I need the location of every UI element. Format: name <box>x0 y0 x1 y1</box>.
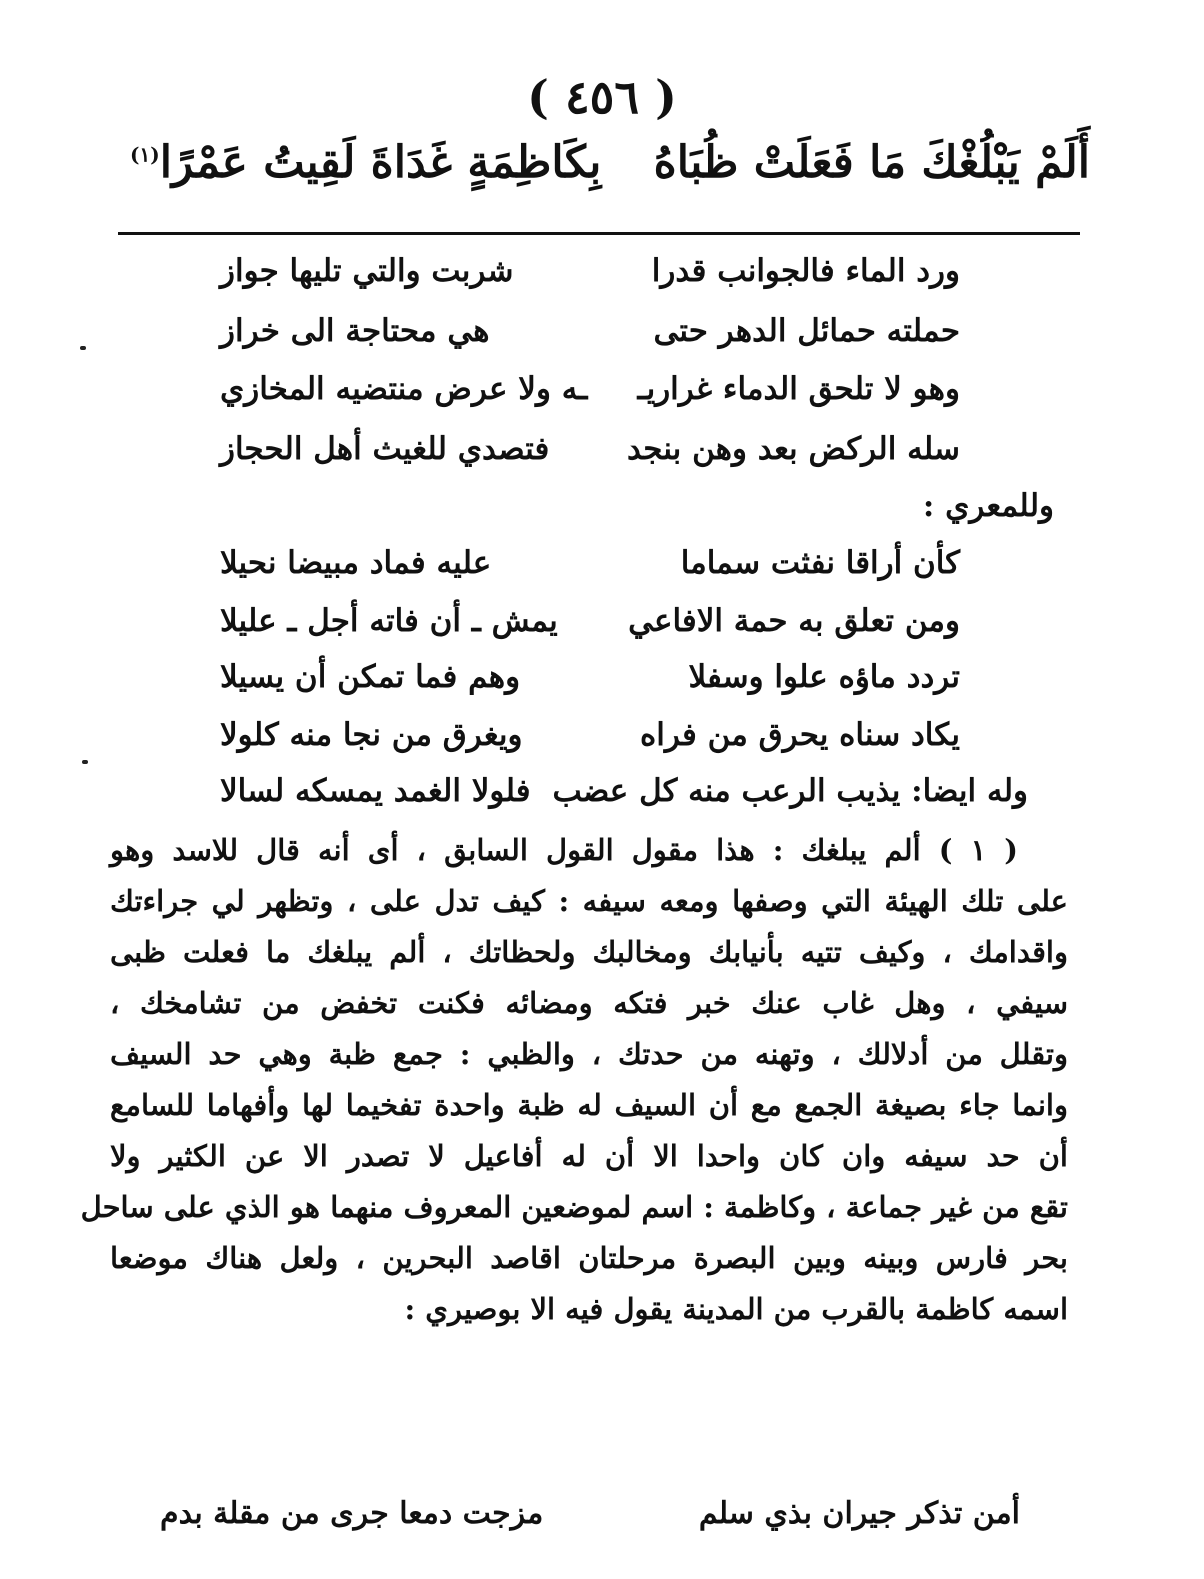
verse-line <box>220 650 960 704</box>
page-number: ( ٤٥٦ ) <box>527 70 677 124</box>
verse-left-hemistich: فتصدي للغيث أهل الحجاز <box>220 431 550 467</box>
footnote-line: وانما جاء بصيغة الجمع مع أن السيف له ظبة واحدة تفخيما لها وأفهاما للسامع <box>110 1088 1068 1122</box>
verse-line <box>220 708 960 762</box>
verse-right-hemistich: سله الركض بعد وهن بنجد <box>627 431 960 467</box>
footnote-line: سيفي ، وهل غاب عنك خبر فتكه ومضائه فكنت تخفض من تشامخك ، <box>110 986 1068 1020</box>
header-rule <box>118 232 1080 235</box>
poet-label-almaarri: وللمعري : <box>922 488 1054 524</box>
verse-left-hemistich: ـه ولا عرض منتضيه المخازي <box>220 371 588 407</box>
verse-line <box>220 594 960 648</box>
verse-left-hemistich: شربت والتي تليها جواز <box>220 253 514 289</box>
verse-right-hemistich: ومن تعلق به حمة الافاعي <box>628 603 960 639</box>
verse-right-hemistich: كأن أراقا نفثت سماما <box>680 545 960 581</box>
header-verse <box>130 132 1090 192</box>
header-verse-left-hemistich <box>130 137 601 188</box>
verse-left-hemistich: مزجت دمعا جرى من مقلة بدم <box>160 1495 544 1531</box>
footnote-line: واقدامك ، وكيف تتيه بأنيابك ومخالبك ولحظاتك ، ألم يبلغك ما فعلت ظبى <box>110 935 1068 969</box>
footnote-mark: (١) <box>130 141 160 166</box>
verse-right-hemistich: وهو لا تلحق الدماء غراريـ <box>637 371 960 407</box>
verse-left-hemistich: ويغرق من نجا منه كلولا <box>220 717 523 753</box>
verse-left-hemistich: عليه فماد مبيضا نحيلا <box>220 545 492 581</box>
footnote-line: وتقلل من أدلالك ، وتهنه من حدتك ، والظبي : جمع ظبة وهي حد السيف <box>110 1037 1068 1071</box>
verse-line <box>220 362 960 416</box>
verse-left-hemistich: هي محتاجة الى خراز <box>220 313 490 349</box>
verse-left-hemistich: فلولا الغمد يمسكه لسالا <box>220 773 531 809</box>
footnote-line: على تلك الهيئة التي وصفها ومعه سيفه : كيف تدل على ، وتظهر لي جراءتك <box>110 884 1068 918</box>
scan-speck <box>80 346 86 350</box>
footnote-line: اسمه كاظمة بالقرب من المدينة يقول فيه الا بوصيري : <box>404 1292 1068 1326</box>
verse-right-hemistich: أمن تذكر جيران بذي سلم <box>698 1495 1020 1531</box>
verse-left-hemistich: وهم فما تمكن أن يسيلا <box>220 659 521 695</box>
scan-speck <box>82 760 88 764</box>
verse-left-hemistich: يمش ـ أن فاته أجل ـ عليلا <box>220 603 558 639</box>
header-verse-left-text: بِكَاظِمَةٍ غَدَاةَ لَقِيتُ عَمْرًا <box>159 136 602 188</box>
verse-right-hemistich: حملته حمائل الدهر حتى <box>653 313 960 349</box>
footnote-line: ( ١ ) ألم يبلغك : هذا مقول القول السابق ، أى أنه قال للاسد وهو <box>110 833 1018 867</box>
verse-right-hemistich: ورد الماء فالجوانب قدرا <box>651 253 960 289</box>
verse-right-hemistich: يكاد سناه يحرق من فراه <box>640 717 960 753</box>
verse-line <box>220 304 960 358</box>
verse-line <box>220 244 960 298</box>
verse-line <box>220 764 1028 818</box>
footnote-line: تقع من غير جماعة ، وكاظمة : اسم لموضعين المعروف منهما هو الذي على ساحل <box>80 1190 1068 1224</box>
verse-right-hemistich: تردد ماؤه علوا وسفلا <box>688 659 960 695</box>
verse-line <box>220 536 960 590</box>
footnote-block <box>80 825 1068 1335</box>
verse-right-hemistich: وله ايضا: يذيب الرعب منه كل عضب <box>552 773 1028 809</box>
verse-line <box>220 422 960 476</box>
footnote-line: بحر فارس وبينه وبين البصرة مرحلتان اقاصد البحرين ، ولعل هناك موضعا <box>110 1241 1068 1275</box>
header-verse-right-hemistich: أَلَمْ يَبْلُغْكَ مَا فَعَلَتْ ظُبَاهُ <box>653 136 1090 188</box>
footnote-line: أن حد سيفه وان كان واحدا الا أن له أفاعيل لا تصدر الا عن الكثير ولا <box>110 1139 1068 1173</box>
final-verse <box>160 1486 1020 1540</box>
